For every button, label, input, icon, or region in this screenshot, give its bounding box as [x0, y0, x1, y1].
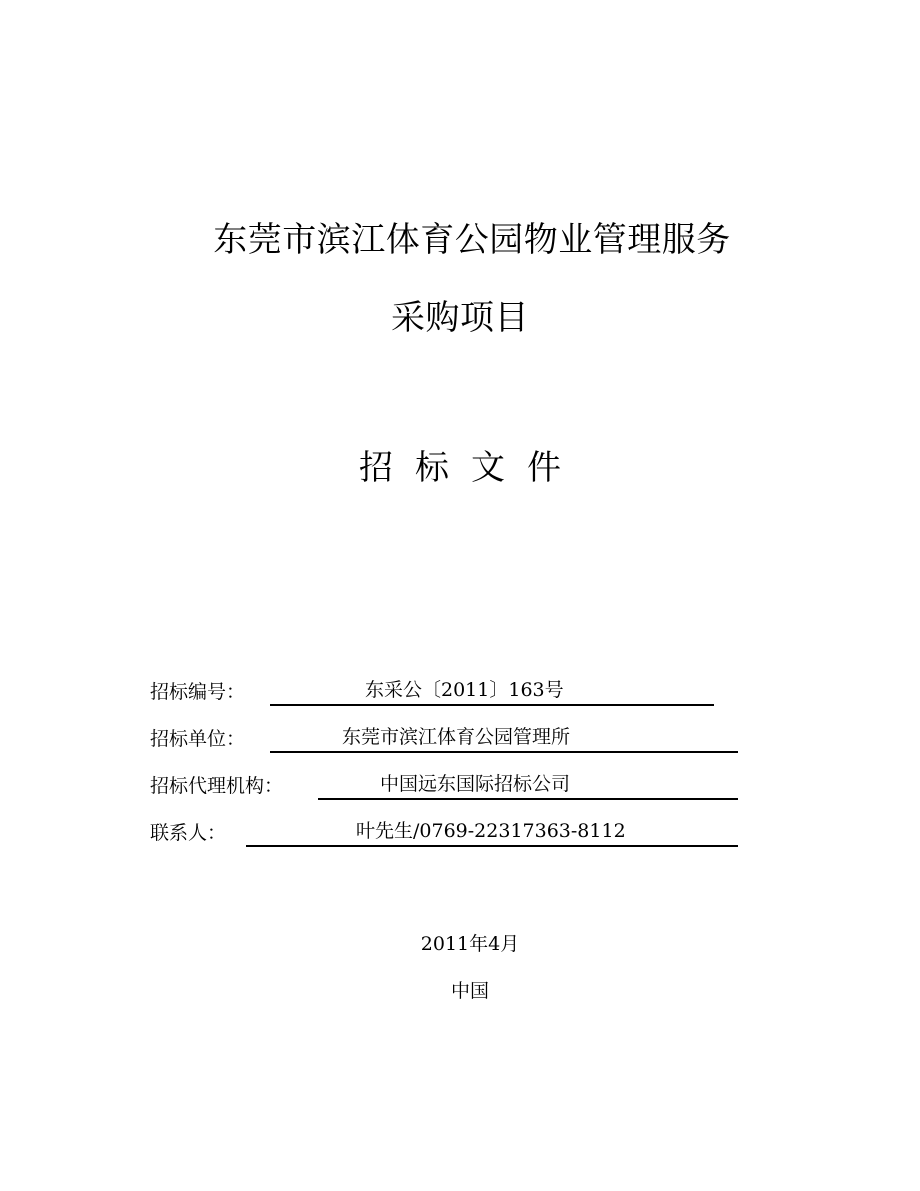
agency-label: 招标代理机构：: [150, 775, 284, 797]
document-country: 中国: [450, 980, 489, 1002]
bid-number-value: 东采公〔2011〕163号: [365, 679, 564, 701]
doc-type-char-4: 件: [527, 448, 561, 488]
document-title-line1: 东莞市滨江体育公园物业管理服务: [213, 220, 731, 260]
contact-label: 联系人：: [150, 822, 227, 844]
document-title-line2: 采购项目: [391, 298, 529, 338]
doc-type-char-1: 招: [359, 448, 393, 488]
contact-field: [246, 817, 738, 847]
contact-value: 叶先生/0769-22317363-8112: [356, 820, 626, 842]
bidder-field: [270, 723, 738, 753]
bid-number-label: 招标编号：: [150, 681, 246, 703]
document-date: 2011年4月: [420, 933, 520, 955]
bidder-value: 东莞市滨江体育公园管理所: [342, 726, 571, 748]
agency-field: [318, 770, 738, 800]
doc-type-char-2: 标: [415, 448, 449, 488]
bid-number-field: [270, 676, 714, 706]
doc-type-char-3: 文: [471, 448, 505, 488]
agency-value: 中国远东国际招标公司: [380, 773, 571, 795]
document-type-heading: [0, 448, 920, 488]
bidder-label: 招标单位：: [150, 728, 246, 750]
